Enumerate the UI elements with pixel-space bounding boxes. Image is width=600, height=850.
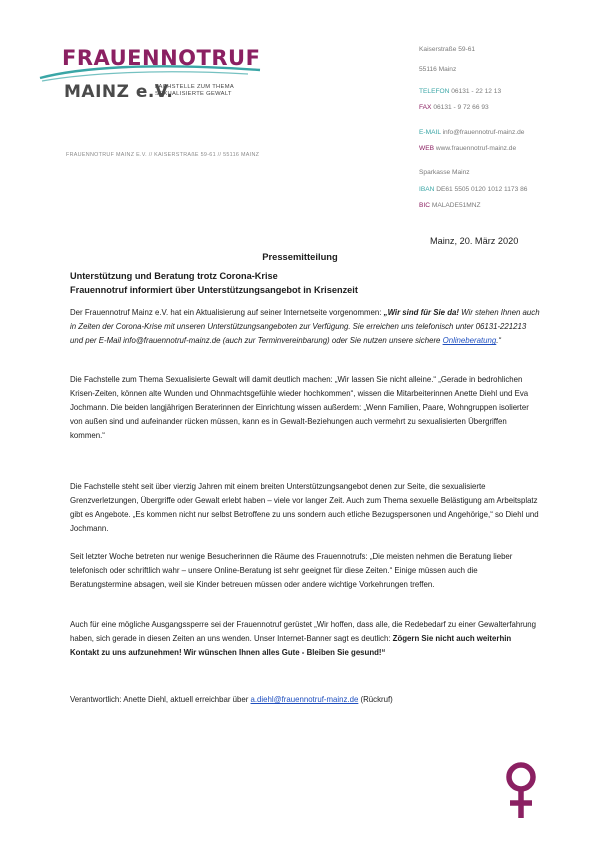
bic-value: MALADE51MNZ [431, 202, 481, 209]
p1-italic: Wir stehen Ihnen auch in Zeiten der Corona-Krise mit unseren Unterstützungsangeboten zur Verfügung. Sie erreichen uns telefonisch unter 06131-221213 und per E-Mail info@frauennotruf-mainz.de (auch zur Terminvereinbarung) oder Sie nutzen unsere sichere [70, 308, 540, 346]
logo-tagline-line1: FACHSTELLE ZUM THEMA [155, 84, 235, 90]
telefon-label: TELEFON [419, 88, 450, 95]
email-label: E-MAIL [419, 129, 441, 136]
paragraph-3: Die Fachstelle steht seit über vierzig Jahren mit einem breiten Unterstützungsangebot denen zur Seite, die sexualisierte Grenzverletzungen, Übergriffe oder Gewalt erlebt haben – viele vor langer Zeit. Auch zum Thema sexuelle Belästigung am Arbeitsplatz gibt es Angebote. „Es kommen nicht nur selbst Betroffene zu uns sondern auch etliche Bezugspersonen und Angehörige,“ so Diehl und Jochmann. [70, 482, 539, 534]
p1-end: .“ [496, 336, 502, 346]
p1-emphasis: „Wir sind für Sie da! [383, 308, 459, 317]
telefon-value: 06131 - 22 12 13 [451, 88, 502, 95]
p5-end: “ [381, 648, 386, 658]
logo-subtitle: MAINZ e.V. [64, 82, 174, 102]
contact-email [419, 129, 524, 136]
paragraph-2: Die Fachstelle zum Thema Sexualisierte Gewalt will damit deutlich machen: „Wir lassen Sie nicht alleine.“ „Gerade in bedrohlichen Krisen-Zeiten, können alte Wunden und Ohnmachtsgefühle wieder hochkommen“, wissen die Mitarbeiterinnen Anette Diehl und Eva Jochmann. Die beiden langjährigen Beraterinnen der Einrichtung wissen außerdem: „Wenn Familien, Paare, Wohngruppen isolierter von außen sind und aufeinander rücken müssen, kann es in Gewalt-Beziehungen auch vermehrt zu sexualisierten Übergriffen kommen.“ [70, 375, 529, 441]
logo-tagline [155, 84, 265, 97]
page-title: Pressemitteilung [262, 251, 338, 262]
p1-text: Der Frauennotruf Mainz e.V. hat ein Aktualisierung auf seiner Internetseite vorgenommen: [70, 308, 384, 317]
bic-label: BIC [419, 202, 430, 209]
contact-web [419, 145, 516, 152]
web-label: WEB [419, 145, 435, 152]
contact-bank: Sparkasse Mainz [419, 169, 470, 176]
contact-city: 55116 Mainz [419, 66, 457, 73]
paragraph-6 [70, 693, 540, 707]
contact-street: Kaiserstraße 59-61 [419, 46, 476, 53]
document-date: Mainz, 20. März 2020 [430, 236, 519, 246]
p6-end: (Rückruf) [358, 695, 393, 704]
subheading-2: Frauennotruf informiert über Unterstützungsangebot in Krisenzeit [70, 285, 358, 295]
venus-symbol-icon [500, 760, 542, 820]
fax-value: 06131 - 9 72 66 93 [433, 104, 489, 111]
paragraph-4: Seit letzter Woche betreten nur wenige Besucherinnen die Räume des Frauennotrufs: „Die meisten nehmen die Beratung lieber telefonisch oder schriftlich wahr – unsere Online-Beratung ist sehr geeignet für diese Zeiten.“ Einige müssen auch die Beratungstermine absagen, weil sie Kinder betreuen müssen oder andere wichtige Vorkehrungen treffen. [70, 552, 513, 590]
subheading-1: Unterstützung und Beratung trotz Corona-Krise [70, 271, 278, 281]
p5-text: Auch für eine mögliche Ausgangssperre sei der Frauennotruf gerüstet „Wir hoffen, dass alle, die Redebedarf zu einer Gewalterfahrung haben, sich gerade in diesen Zeiten an uns wenden. Unser Internet-Banner sagt es deutlich: [70, 620, 536, 644]
contact-fax [419, 104, 489, 111]
p6-text: Verantwortlich: Anette Diehl, aktuell erreichbar über [70, 695, 251, 704]
email-link[interactable]: a.diehl@frauennotruf-mainz.de [250, 695, 359, 704]
paragraph-1 [70, 306, 540, 348]
contact-iban [419, 186, 527, 193]
email-value: info@frauennotruf-mainz.de [442, 129, 525, 136]
iban-label: IBAN [419, 186, 435, 193]
web-value: www.frauennotruf-mainz.de [435, 145, 517, 152]
onlineberatung-link[interactable]: Onlineberatung [442, 336, 497, 346]
logo-tagline-line2: SEXUALISIERTE GEWALT [155, 90, 232, 97]
sender-line: FRAUENNOTRUF MAINZ E.V. // KAISERSTRAßE 59-61 // 55116 MAINZ [66, 152, 260, 158]
iban-value: DE61 5505 0120 1012 1173 86 [436, 186, 528, 193]
fax-label: FAX [419, 104, 432, 111]
contact-bic [419, 202, 481, 209]
paragraph-5 [70, 618, 540, 660]
p5-emphasis: Zögern Sie nicht auch weiterhin Kontakt zu uns aufzunehmen! Wir wünschen Ihnen alles Gute - Bleiben Sie gesund! [70, 634, 512, 658]
contact-telefon [419, 88, 501, 95]
logo-title: FRAUENNOTRUF [62, 46, 261, 70]
